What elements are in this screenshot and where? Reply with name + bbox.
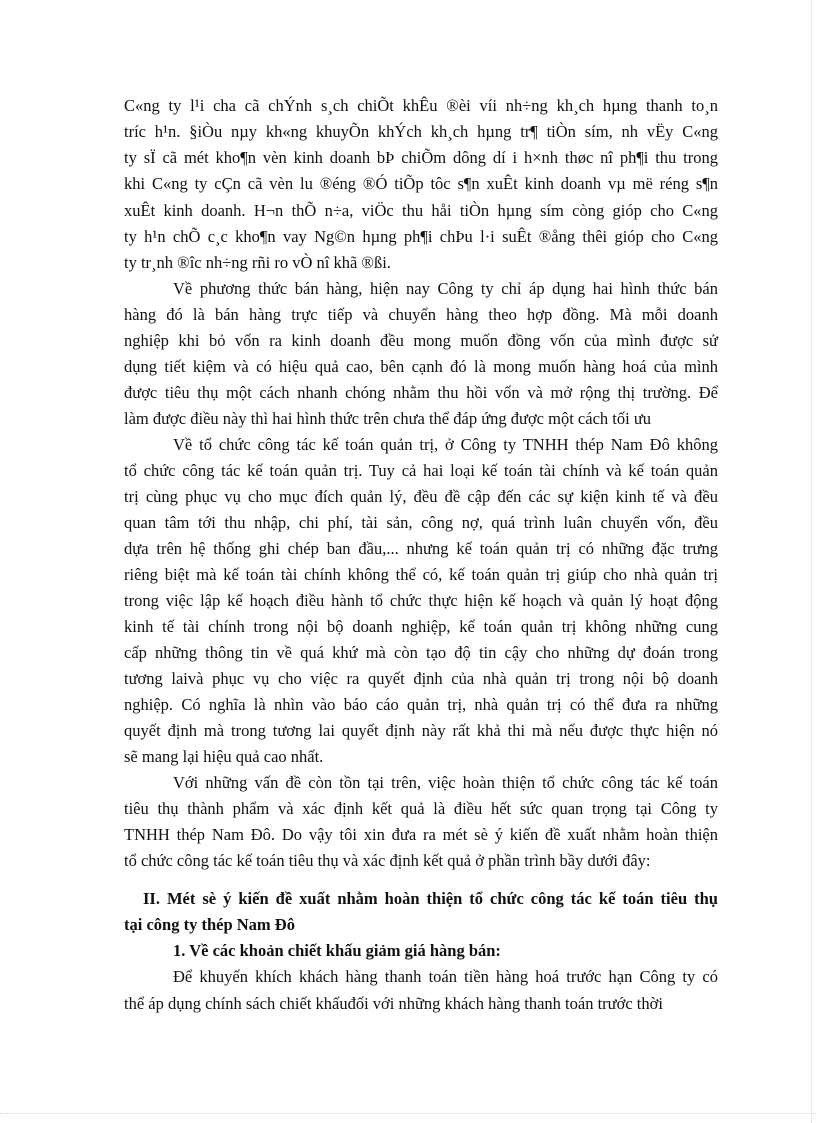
paragraph-4-line: TNHH thép Nam Đô. Do vậy tôi xin đưa ra mét sè ý kiến đề xuất nhằm hoàn thiện [124, 825, 718, 844]
paragraph-3-line: trong việc lập kế hoạch điều hành tổ chức thực hiện kế hoạch và quản lý hoạt động [124, 591, 718, 610]
paragraph-1-line: tríc h¹n. §iÒu nµy kh«ng khuyÕn khÝch kh¸ch hµng tr¶ tiÒn sím, nh vËy C«ng [124, 122, 718, 141]
paragraph-3-line: sẽ mang lại hiệu quả cao nhất. [124, 747, 324, 766]
section-heading: II. Mét sè ý kiến đề xuất nhằm hoàn thiện tổ chức công tác kế toán tiêu thụ [143, 889, 718, 908]
page-bottom-border [0, 1113, 816, 1114]
page-right-border [811, 0, 812, 1123]
paragraph-3-line: tương laivà phục vụ cho việc ra quyết định của nhà quản trị trong nội bộ doanh [124, 669, 718, 688]
subsection-heading: 1. Về các khoản chiết khấu giảm giá hàng bán: [173, 941, 501, 960]
paragraph-4-line: Với những vấn đề còn tồn tại trên, việc hoàn thiện tổ chức công tác kế toán [173, 773, 718, 792]
paragraph-1-line: ty h¹n chÕ c¸c kho¶n vay Ng©n hµng ph¶i chÞu l·i suÊt ®ång thêi gióp cho C«ng [124, 227, 718, 246]
paragraph-1-line: xuÊt kinh doanh. H¬n thÕ n÷a, viÖc thu håi tiÒn hµng sím còng gióp cho C«ng [124, 201, 718, 220]
paragraph-3-line: trị cùng phục vụ cho mục đích quản lý, đều đề cập đến các sự kiện kinh tế và đều [124, 487, 718, 506]
paragraph-3-line: quyết định mà trong tương lai quyết định này rất khả thi mà nếu được thực hiện nó [124, 721, 718, 740]
paragraph-2-line: làm được điều này thì hai hình thức trên chưa thể đáp ứng được một cách tối ưu [124, 409, 652, 428]
paragraph-3-line: cấp những thông tin về quá khứ mà còn tạo độ tin cậy cho những dự đoán trong [124, 643, 718, 662]
paragraph-2-line: Về phương thức bán hàng, hiện nay Công ty chỉ áp dụng hai hình thức bán [173, 279, 718, 298]
paragraph-1-line: ty tr¸nh ®îc nh÷ng rñi ro vÒ nî khã ®ßi. [124, 253, 391, 272]
paragraph-3-line: Về tổ chức công tác kế toán quản trị, ở Công ty TNHH thép Nam Đô không [173, 435, 718, 454]
paragraph-3-line: dựa trên hệ thống ghi chép ban đầu,... nhưng kế toán quản trị có những đặc trưng [124, 539, 718, 558]
paragraph-3-line: kinh tế tài chính trong nội bộ doanh nghiệp, kế toán quản trị không những cung [124, 617, 718, 636]
paragraph-5-line: thể áp dụng chính sách chiết khấuđối với những khách hàng thanh toán trước thời [124, 994, 663, 1013]
paragraph-3-line: quan tâm tới thu nhập, chi phí, tài sản, công nợ, quá trình luân chuyển vốn, đều [124, 513, 718, 532]
paragraph-2-line: nghiệp khi bỏ vốn ra kinh doanh đều mong muốn đồng vốn của mình được sử [124, 331, 718, 350]
paragraph-1-line: C«ng ty l¹i cha cã chÝnh s¸ch chiÕt khÊu ®èi víi nh÷ng kh¸ch hµng thanh to¸n [124, 96, 718, 115]
section-heading: tại công ty thép Nam Đô [124, 915, 295, 934]
paragraph-1-line: ty sÏ cã mét kho¶n vèn kinh doanh bÞ chiÕm dông dí i h×nh thøc nî ph¶i thu trong [124, 148, 718, 167]
paragraph-3-line: riêng biệt mà kế toán tài chính không thể có, kế toán quản trị giúp cho nhà quản trị [124, 565, 718, 584]
paragraph-2-line: được tiêu thụ một cách nhanh chóng nhằm thu hồi vốn và mở rộng thị trường. Để [124, 383, 718, 402]
paragraph-4-line: tổ chức công tác kế toán tiêu thụ và xác định kết quả ở phần trình bầy dưới đây: [124, 851, 651, 870]
paragraph-4-line: tiêu thụ thành phẩm và xác định kết quả là điều hết sức quan trọng tại Công ty [124, 799, 718, 818]
paragraph-3-line: tổ chức công tác kế toán quản trị. Tuy cả hai loại kế toán tài chính và kế toán quản [124, 461, 718, 480]
paragraph-2-line: dụng tiết kiệm và có hiệu quả cao, bên cạnh đó là mong muốn hàng hoá của mình [124, 357, 718, 376]
paragraph-2-line: hàng đó là bán hàng trực tiếp và chuyển hàng theo hợp đồng. Mà mỗi doanh [124, 305, 718, 324]
paragraph-5-line: Để khuyến khích khách hàng thanh toán tiền hàng hoá trước hạn Công ty có [173, 967, 718, 986]
paragraph-3-line: nghiệp. Có nghĩa là nhìn vào báo cáo quản trị, nhà quản trị có thể đưa ra những [124, 695, 718, 714]
paragraph-1-line: khi C«ng ty cÇn cã vèn lu ®éng ®Ó tiÕp tôc s¶n xuÊt kinh doanh vµ më réng s¶n [124, 174, 718, 193]
